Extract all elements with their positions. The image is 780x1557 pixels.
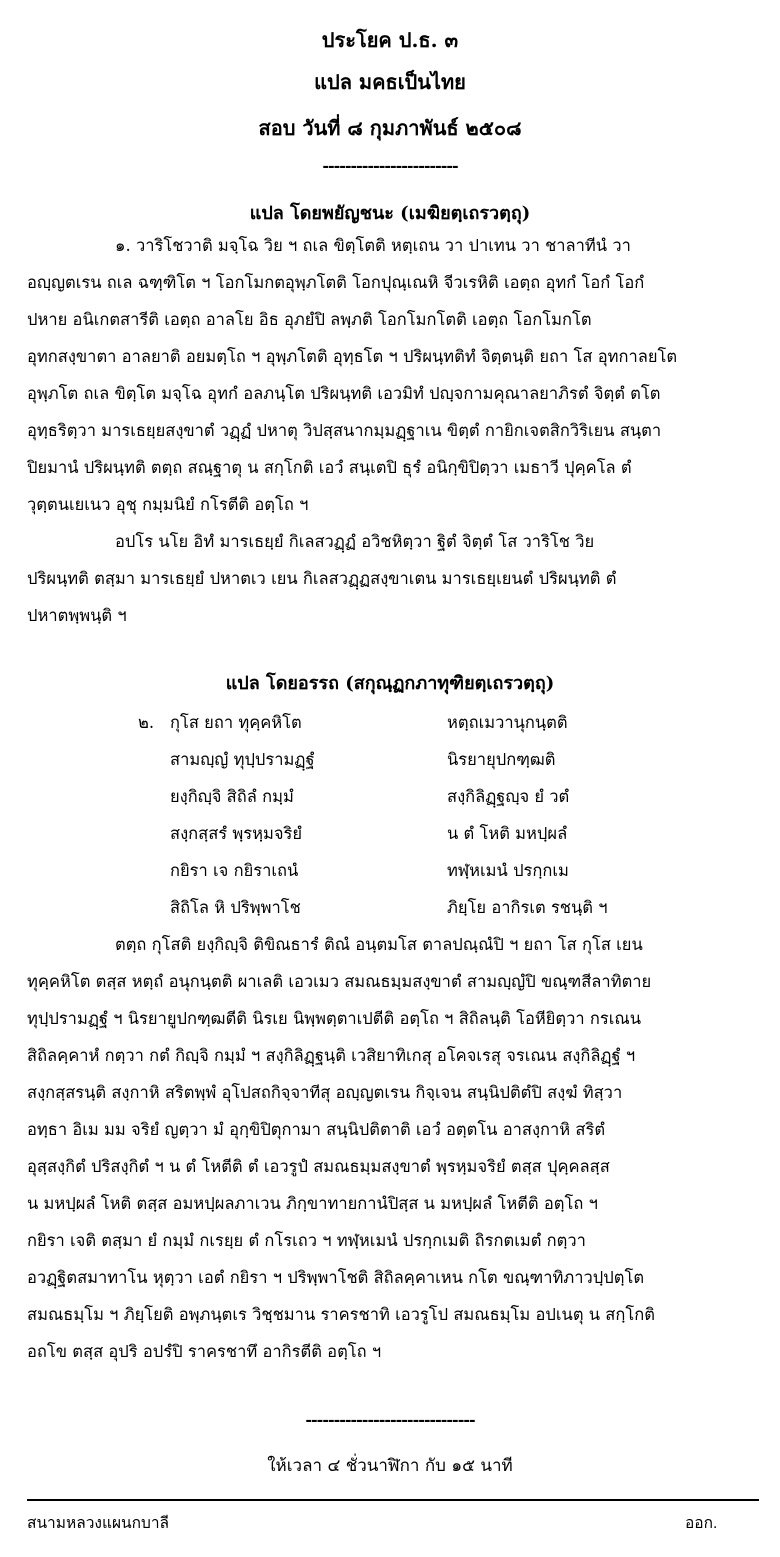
section2-line: ทุปฺปรามฏฺฐํ ฯ นิรยายูปกฑฺฒตีติ นิรเย นิพฺพตฺตาเปตีติ อตฺโถ ฯ สิถิลนฺติ โอหียิตฺวา กรเณน: [27, 1009, 641, 1028]
section1-line: ปหาตพฺพนฺติ ฯ: [27, 606, 127, 625]
section2-line: ทุคฺคหิโต ตสฺส หตฺถํ อนุกนฺตติ ผาเลติ เอวเมว สมณธมฺมสงฺขาตํ สามญฺญํปิ ขณฺฑสีลาทิตาย: [27, 972, 652, 991]
section2-line: อถโข ตสฺส อุปริ อปรํปิ ราครชาทึ อากิรตีติ อตฺโถ ฯ: [27, 1342, 382, 1361]
verse-left: ยงฺกิญฺจิ สิถิลํ กมฺมํ: [170, 787, 294, 806]
section2-line: สิถิลคฺคาหํ กตฺวา กตํ กิญฺจิ กมฺมํ ฯ สงฺกิลิฏฺฐนฺติ เวสิยาทิเกสุ อโคจเรสุ จรเณน สงฺกิลิฏฺฐํ ฯ: [27, 1046, 636, 1065]
section1-line: อุทฺธริตฺวา มารเธยฺยสงฺขาตํ วฏฺฏํ ปหาตุ วิปสฺสนากมฺมฏฺฐาเน ขิตฺตํ กายิกเจตสิกวิริเยน สนฺตา: [27, 421, 662, 440]
footer-rule: [27, 1499, 759, 1501]
section1-heading: แปล โดยพยัญชนะ (เมฆิยตฺเถรวตฺถุ): [249, 203, 531, 224]
verse-right: หตฺถเมวานุกนฺตติ: [447, 713, 568, 732]
end-divider: ------------------------------: [305, 1410, 475, 1429]
section1-line: ปิยมานํ ปริผนฺทติ ตตฺถ สณฺฐาตุ น สกฺโกติ เอวํ สนฺเตปิ ธุรํ อนิกฺขิปิตฺวา เมธาวี ปุคฺคโล ตํ: [27, 458, 632, 477]
verse-left: กุโส ยถา ทุคฺคหิโต: [170, 713, 302, 732]
section2-line: อวฏฺฐิตสมาทาโน หุตฺวา เอตํ กยิรา ฯ ปริพฺพาโชติ สิถิลคฺคาเหน กโต ขณฺฑาทิภาวปฺปตฺโต: [27, 1268, 645, 1287]
exam-date-title: สอบ วันที่ ๘ กุมภาพันธ์ ๒๕๐๘: [258, 116, 522, 140]
verse-left: สิถิโล หิ ปริพฺพาโช: [170, 898, 301, 917]
verse-right: สงฺกิลิฏฺฐญฺจ ยํ วตํ: [447, 787, 570, 806]
time-allowed: ให้เวลา ๔ ชั่วนาฬิกา กับ ๑๕ นาที: [267, 1456, 513, 1476]
verse-right: ทฬฺหเมนํ ปรกฺกเม: [447, 861, 569, 880]
footer-issued-mark: ออก.: [685, 1515, 718, 1532]
section2-line: สมณธมฺโม ฯ ภิยฺโยติ อพฺภนฺตเร วิชฺชมาน ราครชาทิ เอวรูโป สมณธมฺโม อปเนตุ น สกฺโกติ: [27, 1305, 655, 1324]
section2-line: น มหปฺผลํ โหติ ตสฺส อมหปฺผลภาเวน ภิกฺขาทายกานํปิสฺส น มหปฺผลํ โหตีติ อตฺโถ ฯ: [27, 1194, 598, 1213]
verse-left: สามญฺญํ ทุปฺปรามฏฺฐํ: [170, 750, 315, 769]
section1-line: ปริผนฺทติ ตสฺมา มารเธยฺยํ ปหาตเว เยน กิเลสวฏฺฏสงฺขาเตน มารเธยฺเยนตํ ปริผนฺทติ ตํ: [27, 569, 617, 588]
section1-line: อุทกสงฺขาตา อาลยาติ อยมตฺโถ ฯ อุพฺภโตติ อุทฺธโต ฯ ปริผนฺทติทํ จิตฺตนฺติ ยถา โส อุทกาลยโต: [27, 347, 678, 366]
section2-heading: แปล โดยอรรถ (สกุณฺฏกภาทุฑิยตฺเถรวตฺถุ): [225, 673, 555, 694]
section1-line: อญฺญตเรน ถเล ฉฑฺฑิโต ฯ โอกโมกตอุพฺภโตติ โอกปุณฺเณหิ จีวเรหิติ เอตฺถ อุทกํ โอกํ โอกํ: [27, 273, 645, 292]
section2-line: สงฺกสฺสรนฺติ สงฺกาหิ สริตพฺพํ อุโปสถกิจฺจาทีสุ อญฺญตเรน กิจฺเจน สนฺนิปติตํปิ สงฺฆํ ทิสฺวา: [27, 1083, 623, 1102]
verse-number: ๒.: [138, 713, 155, 732]
section1-line: วุตฺตนเยเนว อุชุ กมฺมนิยํ กโรตีติ อตฺโถ ฯ: [27, 495, 309, 514]
section1-line: ๑. วาริโชวาติ มจฺโฉ วิย ฯ ถเล ขิตฺโตติ หตฺเถน วา ปาเทน วา ชาลาทีนํ วา: [115, 236, 631, 255]
section2-line: กยิรา เจติ ตสฺมา ยํ กมฺมํ กเรยฺย ตํ กโรเถว ฯ ทฬฺหเมนํ ปรกฺกเมติ ถิรกตเมตํ กตฺวา: [27, 1231, 586, 1250]
section2-line: อุสฺสงฺกิตํ ปริสงฺกิตํ ฯ น ตํ โหตีติ ตํ เอวรูปํ สมณธมฺมสงฺขาตํ พฺรหฺมจริยํ ตสฺส ปุคฺคลสฺส: [27, 1157, 610, 1176]
verse-right: นิรยายุปกฑฺฒติ: [447, 750, 556, 769]
section1-line: อปโร นโย อิทํ มารเธยฺยํ กิเลสวฏฺฏํ อวิชหิตฺวา ฐิตํ จิตฺตํ โส วาริโช วิย: [115, 532, 595, 551]
verse-left: กยิรา เจ กยิราเถนํ: [170, 861, 299, 880]
verse-right: ภิยฺโย อากิรเต รชนฺติ ฯ: [447, 898, 608, 917]
section1-line: อุพฺภโต ถเล ขิตฺโต มจฺโฉ อุทกํ อลภนฺโต ปริผนฺทติ เอวมิทํ ปญฺจกามคุณาลยาภิรตํ จิตฺตํ ตโต: [27, 384, 661, 403]
section2-line: อทฺธา อิเม มม จริยํ ญตฺวา มํ อุกฺขิปิตุกามา สนฺนิปติตาติ เอวํ อตฺตโน อาสงฺกาหิ สริตํ: [27, 1120, 606, 1139]
verse-right: น ตํ โหติ มหปฺผลํ: [447, 824, 568, 843]
header-divider: ------------------------: [322, 156, 458, 175]
verse-left: สงฺกสฺสรํ พฺรหฺมจริยํ: [170, 824, 303, 843]
section2-line: ตตฺถ กุโสติ ยงฺกิญฺจิ ติขิณธารํ ติณํ อนฺตมโส ตาลปณฺณํปิ ฯ ยถา โส กุโส เยน: [115, 935, 643, 954]
exam-level-title: ประโยค ป.ธ. ๓: [321, 28, 459, 52]
footer-issuer: สนามหลวงแผนกบาลี: [27, 1515, 170, 1532]
exam-subject-title: แปล มคธเป็นไทย: [314, 70, 466, 94]
section1-line: ปหาย อนิเกตสารีติ เอตฺถ อาลโย อิธ อุภยํปิ ลพฺภติ โอกโมกโตติ เอตฺถ โอกโมกโต: [27, 310, 592, 329]
